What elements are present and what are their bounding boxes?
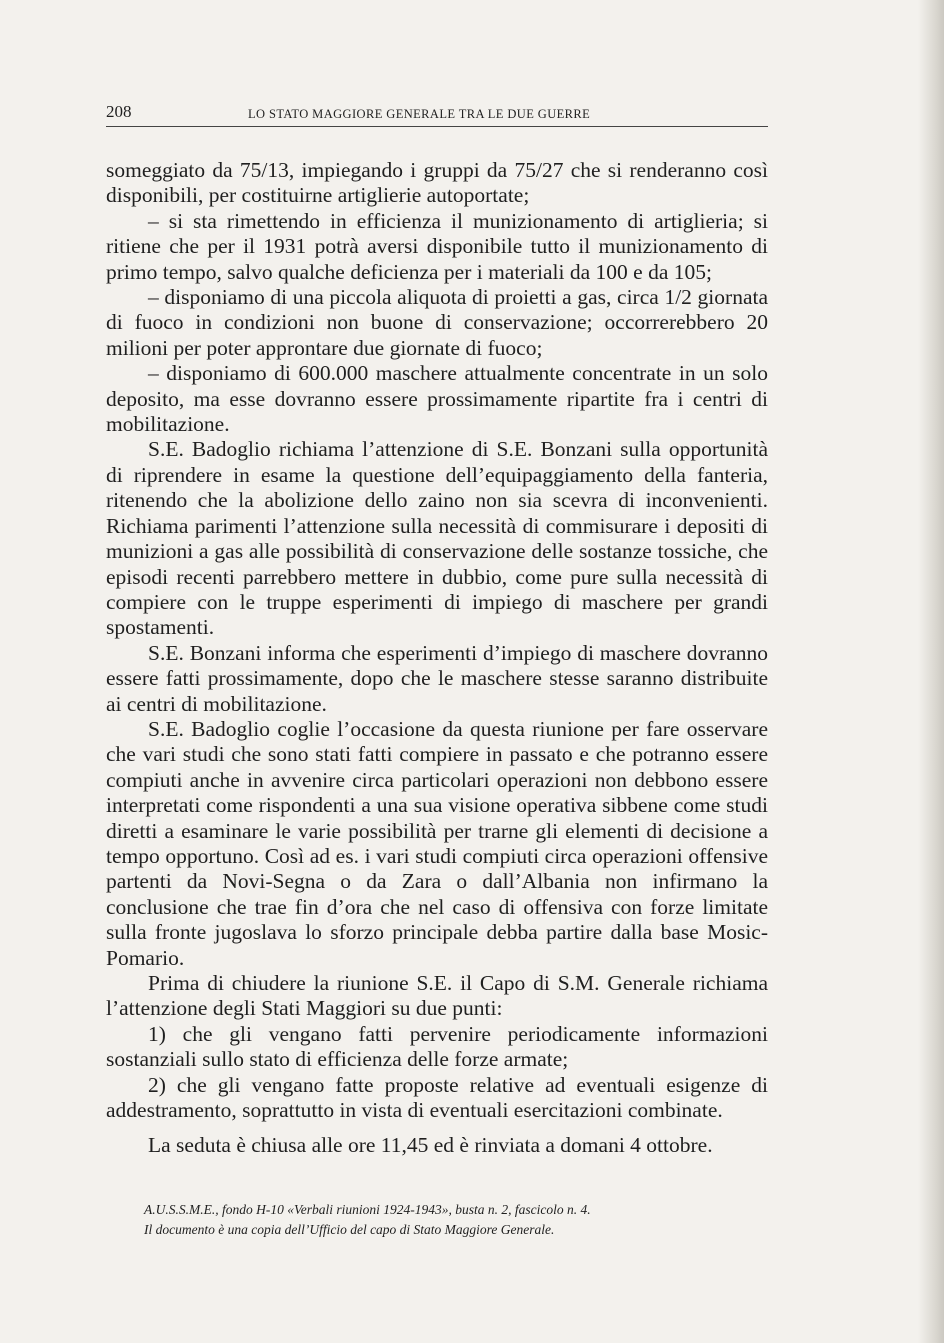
paragraph-session-closed: La seduta è chiusa alle ore 11,45 ed è rinviata a domani 4 ottobre. (148, 1133, 713, 1158)
paragraph-badoglio-equipment: S.E. Badoglio richiama l’attenzione di S.E. Bonzani sulla opportunità di riprendere in esame la questione dell’equipaggiamento della fanteria, ritenendo che la abolizione dello zaino non sia scevra di inconvenienti. Richiama parimenti l’attenzione sulla necessità di commisurare i depositi di munizioni a gas alle possibilità di conservazione delle sostanze tossiche, che episodi recenti parrebbero mettere in dubbio, come pure sulla necessità di compiere con le truppe esperimenti di impiego di maschere per grandi spostamenti. (106, 437, 768, 640)
page-header (106, 100, 768, 127)
page-edge-shadow (918, 0, 944, 1343)
paragraph-point-two: 2) che gli vengano fatte proposte relative ad eventuali esigenze di addestramento, soprattutto in vista di eventuali esercitazioni combinate. (106, 1072, 768, 1123)
footnote (144, 1200, 744, 1240)
paragraph-badoglio-studies: S.E. Badoglio coglie l’occasione da questa riunione per fare osservare che vari studi che sono stati fatti compiere in passato e che potranno essere compiuti anche in avvenire circa particolari operazioni non debbono essere interpretati come rispondenti a una sua visione operativa sibbene come studi diretti a esaminare le varie possibilità per trarne gli elementi di decisione a tempo opportuno. Così ad es. i vari studi compiuti circa operazioni offensive partenti da Novi-Segna o da Zara o dall’Albania non infirmano la conclusione che trae fin d’ora che nel caso di offensiva con forze limitate sulla fronte jugoslava lo sforzo principale debba partire dalla base Mosic-Pomario. (106, 716, 768, 970)
page-number: 208 (106, 102, 132, 121)
paragraph-bonzani-masks: S.E. Bonzani informa che esperimenti d’impiego di maschere dovranno essere fatti prossimamente, dopo che le maschere stesse saranno distribuite ai centri di mobilitazione. (106, 640, 768, 716)
paragraph-munitions-list-item: – si sta rimettendo in efficienza il munizionamento di artiglieria; si ritiene che per il 1931 potrà aversi disponibile tutto il munizionamento di primo tempo, salvo qualche deficienza per i materiali da 100 e da 105; (106, 208, 768, 284)
paragraph-continuation: someggiato da 75/13, impiegando i gruppi da 75/27 che si renderanno così disponibili, per costituirne artiglierie autoportate; (106, 158, 768, 208)
footnote-source: A.U.S.S.M.E., fondo H-10 «Verbali riunioni 1924-1943», busta n. 2, fascicolo n. 4. (144, 1202, 591, 1217)
paragraph-point-one: 1) che gli vengano fatti pervenire periodicamente informazioni sostanziali sullo stato di efficienza delle forze armate; (106, 1021, 768, 1072)
paragraph-closing-remarks: Prima di chiudere la riunione S.E. il Capo di S.M. Generale richiama l’attenzione degli Stati Maggiori su due punti: (106, 971, 768, 1021)
body-text (106, 158, 768, 1159)
paragraph-gas-masks-list-item: – disponiamo di 600.000 maschere attualmente concentrate in un solo deposito, ma esse dovranno essere prossimamente ripartite fra i centri di mobilitazione. (106, 361, 768, 437)
paragraph-gas-shells-list-item: – disponiamo di una piccola aliquota di proietti a gas, circa 1/2 giornata di fuoco in condizioni non buone di conservazione; occorrerebbero 20 milioni per poter approntare due giornate di fuoco; (106, 285, 768, 360)
running-title: LO STATO MAGGIORE GENERALE TRA LE DUE GUERRE (248, 107, 591, 121)
footnote-note: Il documento è una copia dell’Ufficio del capo di Stato Maggiore Generale. (144, 1222, 555, 1237)
